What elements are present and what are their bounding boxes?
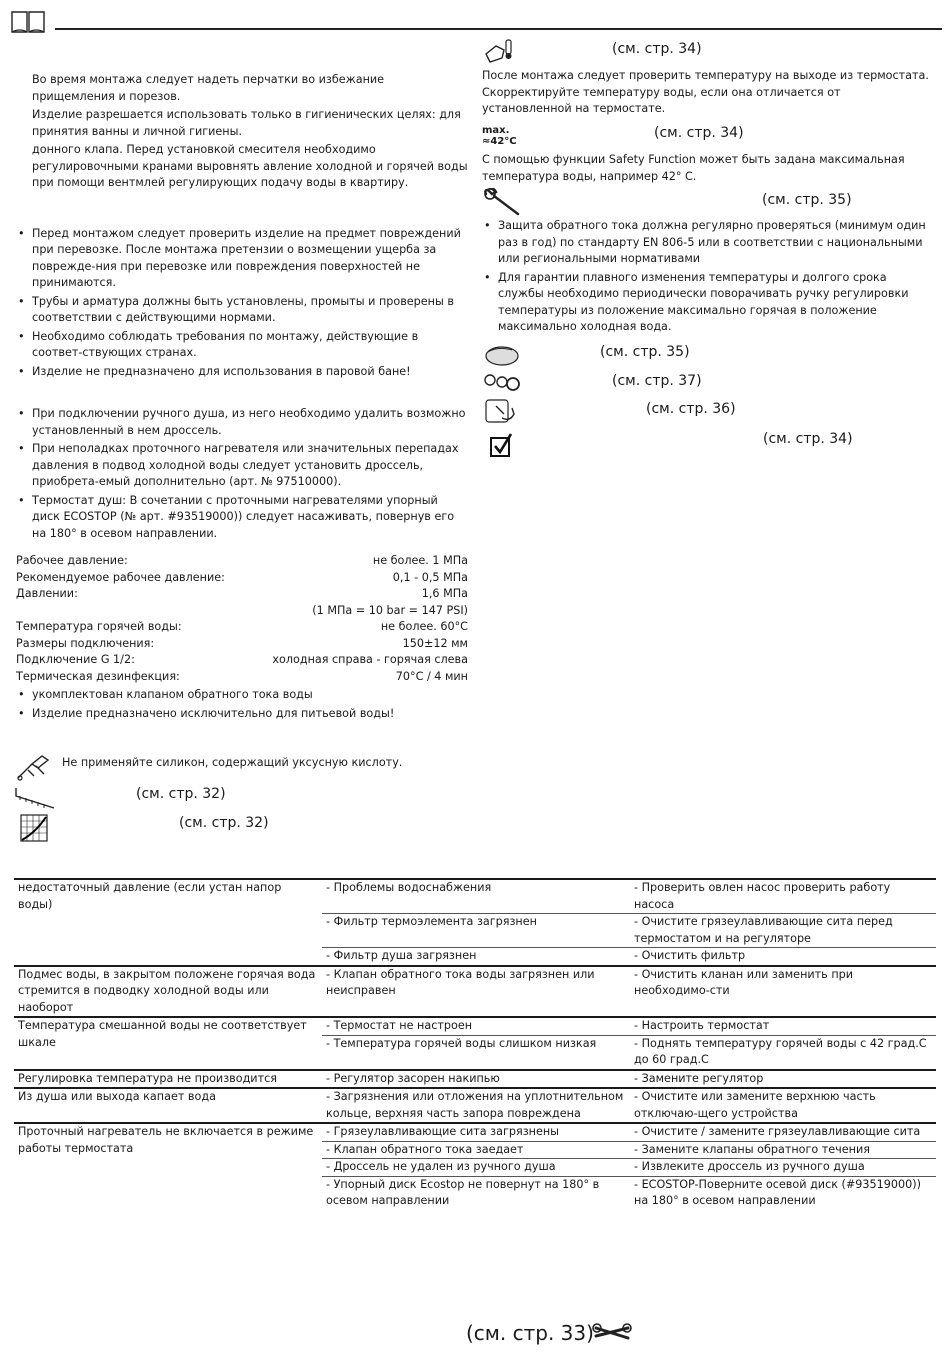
temperature-check-text: После монтажа следует проверить температуру на выходе из термостата. Скорректируйте температуру воды, если она отличается от установленной на термостате. (482, 69, 929, 115)
ref-6: (см. стр. 36) (646, 401, 736, 417)
cause-cell: - Дроссель не удален из ручного душа (322, 1159, 630, 1177)
remedy-cell: - Очистите / замените грязеулавливающие сита (630, 1123, 936, 1141)
troubleshooting-table (14, 878, 936, 1210)
problem-cell: Подмес воды, в закрытом положене горячая вода стремится в подводку холодной воды или наоборот (14, 966, 322, 1018)
remedy-cell: - Очистить фильтр (630, 948, 936, 966)
ref-a: (см. стр. 32) (136, 786, 226, 802)
remedy-cell: - ECOSTOP-Поверните осевой диск (#93519000)) на 180° в осевом направлении (630, 1176, 936, 1210)
spec-row: Размеры подключения: 150±12 мм (16, 636, 468, 650)
list-item: • При неполадках проточного нагревателя или значительных перепадах давления в подвод холодной воды следует установить дроссель, приобрета-емый дополнительно (арт. № 97510000). (16, 441, 468, 491)
list-item: • Изделие не предназначено для использования в паровой бане! (16, 364, 468, 381)
cause-cell: - Клапан обратного тока заедает (322, 1141, 630, 1159)
table-row (14, 1088, 936, 1123)
remedy-cell: - Проверить овлен насос проверить работу насоса (630, 879, 936, 914)
cause-cell: - Термостат не настроен (322, 1017, 630, 1035)
table-row (14, 1123, 936, 1141)
max-temp-icon: max. ≈42°C (482, 125, 517, 147)
remedy-cell: - Замените регулятор (630, 1070, 936, 1089)
ref-7: (см. стр. 34) (763, 431, 853, 447)
cause-cell: - Клапан обратного тока воды загрязнен или неисправен (322, 966, 630, 1018)
thermometer-hand-icon (482, 38, 518, 70)
spec-row: Рекомендуемое рабочее давление: 0,1 - 0,5 МПа (16, 570, 468, 584)
remedy-cell: - Очистить кланан или заменить при необходимо-сти (630, 966, 936, 1018)
list-item: • Для гарантии плавного изменения температуры и долгого срока службы необходимо периодически поворачивать ручку регулировки температуры из положение максимально горячая в положение максимально холодная вода. (482, 270, 930, 336)
intro-gloves: Во время монтажа следует надеть перчатки во избежание прищемления и порезов. (32, 73, 385, 103)
spec-row: Рабочее давление: не более. 1 МПа (16, 554, 468, 567)
list-item: • укомплектован клапаном обратного тока воды (16, 687, 468, 704)
remedy-cell: - Поднять температуру горячей воды с 42 град.С до 60 град.С (630, 1035, 936, 1070)
level-icon (14, 786, 56, 814)
wrench-icon (592, 1320, 632, 1352)
cause-cell: - Упорный диск Ecostop не повернут на 180° в осевом направлении (322, 1176, 630, 1210)
cause-cell: - Грязеулавливающие сита загрязнены (322, 1123, 630, 1141)
remedy-cell: - Очистите грязеулавливающие сита перед термостатом и на регуляторе (630, 914, 936, 948)
table-row (14, 1017, 936, 1035)
list-item: • Перед монтажом следует проверить изделие на предмет повреждений при перевозке. После монтажа претензии о возмещении ущерба за поврежде-ния при перевозке или повреждения поверхностей не принимаются. (16, 226, 468, 292)
cause-cell: - Температура горячей воды слишком низкая (322, 1035, 630, 1070)
intro-hygiene: Изделие разрешается использовать только в гигиенических целях: для принятия ванны и личной гигиены. (32, 108, 461, 138)
problem-cell: недостаточный давление (если устан напор воды) (14, 879, 322, 966)
technical-specs (16, 553, 468, 724)
header-rule (55, 28, 942, 30)
table-row (14, 1070, 936, 1089)
silicone-gun-icon (14, 752, 54, 786)
silicone-note: Не применяйте силикон, содержащий уксусную кислоту. (62, 756, 403, 769)
spec-row: Термическая дезинфекция: 70°C / 4 мин (16, 669, 468, 683)
parts-icon (482, 370, 522, 398)
ref-2: (см. стр. 34) (654, 125, 744, 141)
table-row (14, 879, 936, 914)
wrench-icon (482, 188, 522, 222)
list-item: • Защита обратного тока должна регулярно проверяться (минимум один раз в год) по стандарту EN 806-5 или в соответствии с национальными или региональными нормативами (482, 218, 930, 268)
problem-cell: Из душа или выхода капает вода (14, 1088, 322, 1123)
cause-cell: - Фильтр душа загрязнен (322, 948, 630, 966)
spec-bullets (16, 687, 468, 722)
cause-cell: - Фильтр термоэлемента загрязнен (322, 914, 630, 948)
remedy-cell: - Настроить термостат (630, 1017, 936, 1035)
cleaning-hand-icon (482, 340, 520, 372)
list-item: • При подключении ручного душа, из него необходимо удалить возможно установленный в нем дроссель. (16, 406, 468, 439)
list-item: • Изделие предназначено исключительно для питьевой воды! (16, 706, 468, 723)
remedy-cell: - Очистите или замените верхнюю часть отключаю-щего устройства (630, 1088, 936, 1123)
remedy-cell: - Извлеките дроссель из ручного душа (630, 1159, 936, 1177)
spec-row: (1 МПа = 10 bar = 147 PSI) (312, 603, 468, 617)
problem-cell: Регулировка температура не производится (14, 1070, 322, 1089)
list-item: • Необходимо соблюдать требования по монтажу, действующие в соответ-ствующих странах. (16, 329, 468, 362)
list-item: • Термостат душ: В сочетании с проточными нагревателями упорный диск ECOSTOP (№ арт. #93519000)) следует насаживать, повернув его на 180° в осевом направлении. (16, 493, 468, 543)
spec-row: Температура горячей воды: не более. 60°C (16, 620, 468, 633)
spec-row: Подключение G 1/2: холодная справа - горячая слева (16, 653, 468, 666)
ref-4: (см. стр. 35) (600, 344, 690, 360)
table-row (14, 966, 936, 1018)
book-icon (10, 8, 46, 38)
remedy-cell: - Замените клапаны обратного течения (630, 1141, 936, 1159)
checkbox-icon (489, 432, 515, 462)
maintenance-bullets (482, 218, 930, 338)
ref-b: (см. стр. 32) (179, 815, 269, 831)
spec-row: Давлении: 1,6 МПа (16, 587, 468, 600)
cause-cell: - Проблемы водоснабжения (322, 879, 630, 914)
intro-pressure: донного клапа. Перед установкой смесителя необходимо регулировочными кранами выровнять авление холодной и горячей воды при помощи вентмлей регулирующих подачу воды в квартиру. (32, 143, 468, 189)
cause-cell: - Загрязнения или отложения на уплотнительном кольце, верхняя часть запора повреждена (322, 1088, 630, 1123)
left-column (16, 72, 468, 544)
problem-cell: Температура смешанной воды не соответствует шкале (14, 1017, 322, 1070)
footer-ref: (см. стр. 33) (466, 1321, 594, 1345)
problem-cell: Проточный нагреватель не включается в режиме работы термостата (14, 1123, 322, 1210)
safety-function-text: С помощью функции Safety Function может быть задана максимальная температура воды, например 42° С. (482, 153, 905, 183)
list-item: • Трубы и арматура должны быть установлены, промыты и проверены в соответствии с действующими нормами. (16, 294, 468, 327)
ref-3: (см. стр. 35) (762, 192, 852, 208)
cause-cell: - Регулятор засорен накипью (322, 1070, 630, 1089)
safety-bullets (16, 226, 468, 381)
ref-5: (см. стр. 37) (612, 373, 702, 389)
installation-bullets (16, 406, 468, 542)
ref-1: (см. стр. 34) (612, 41, 702, 57)
grid-chart-icon (20, 814, 48, 846)
handle-icon (484, 396, 518, 430)
